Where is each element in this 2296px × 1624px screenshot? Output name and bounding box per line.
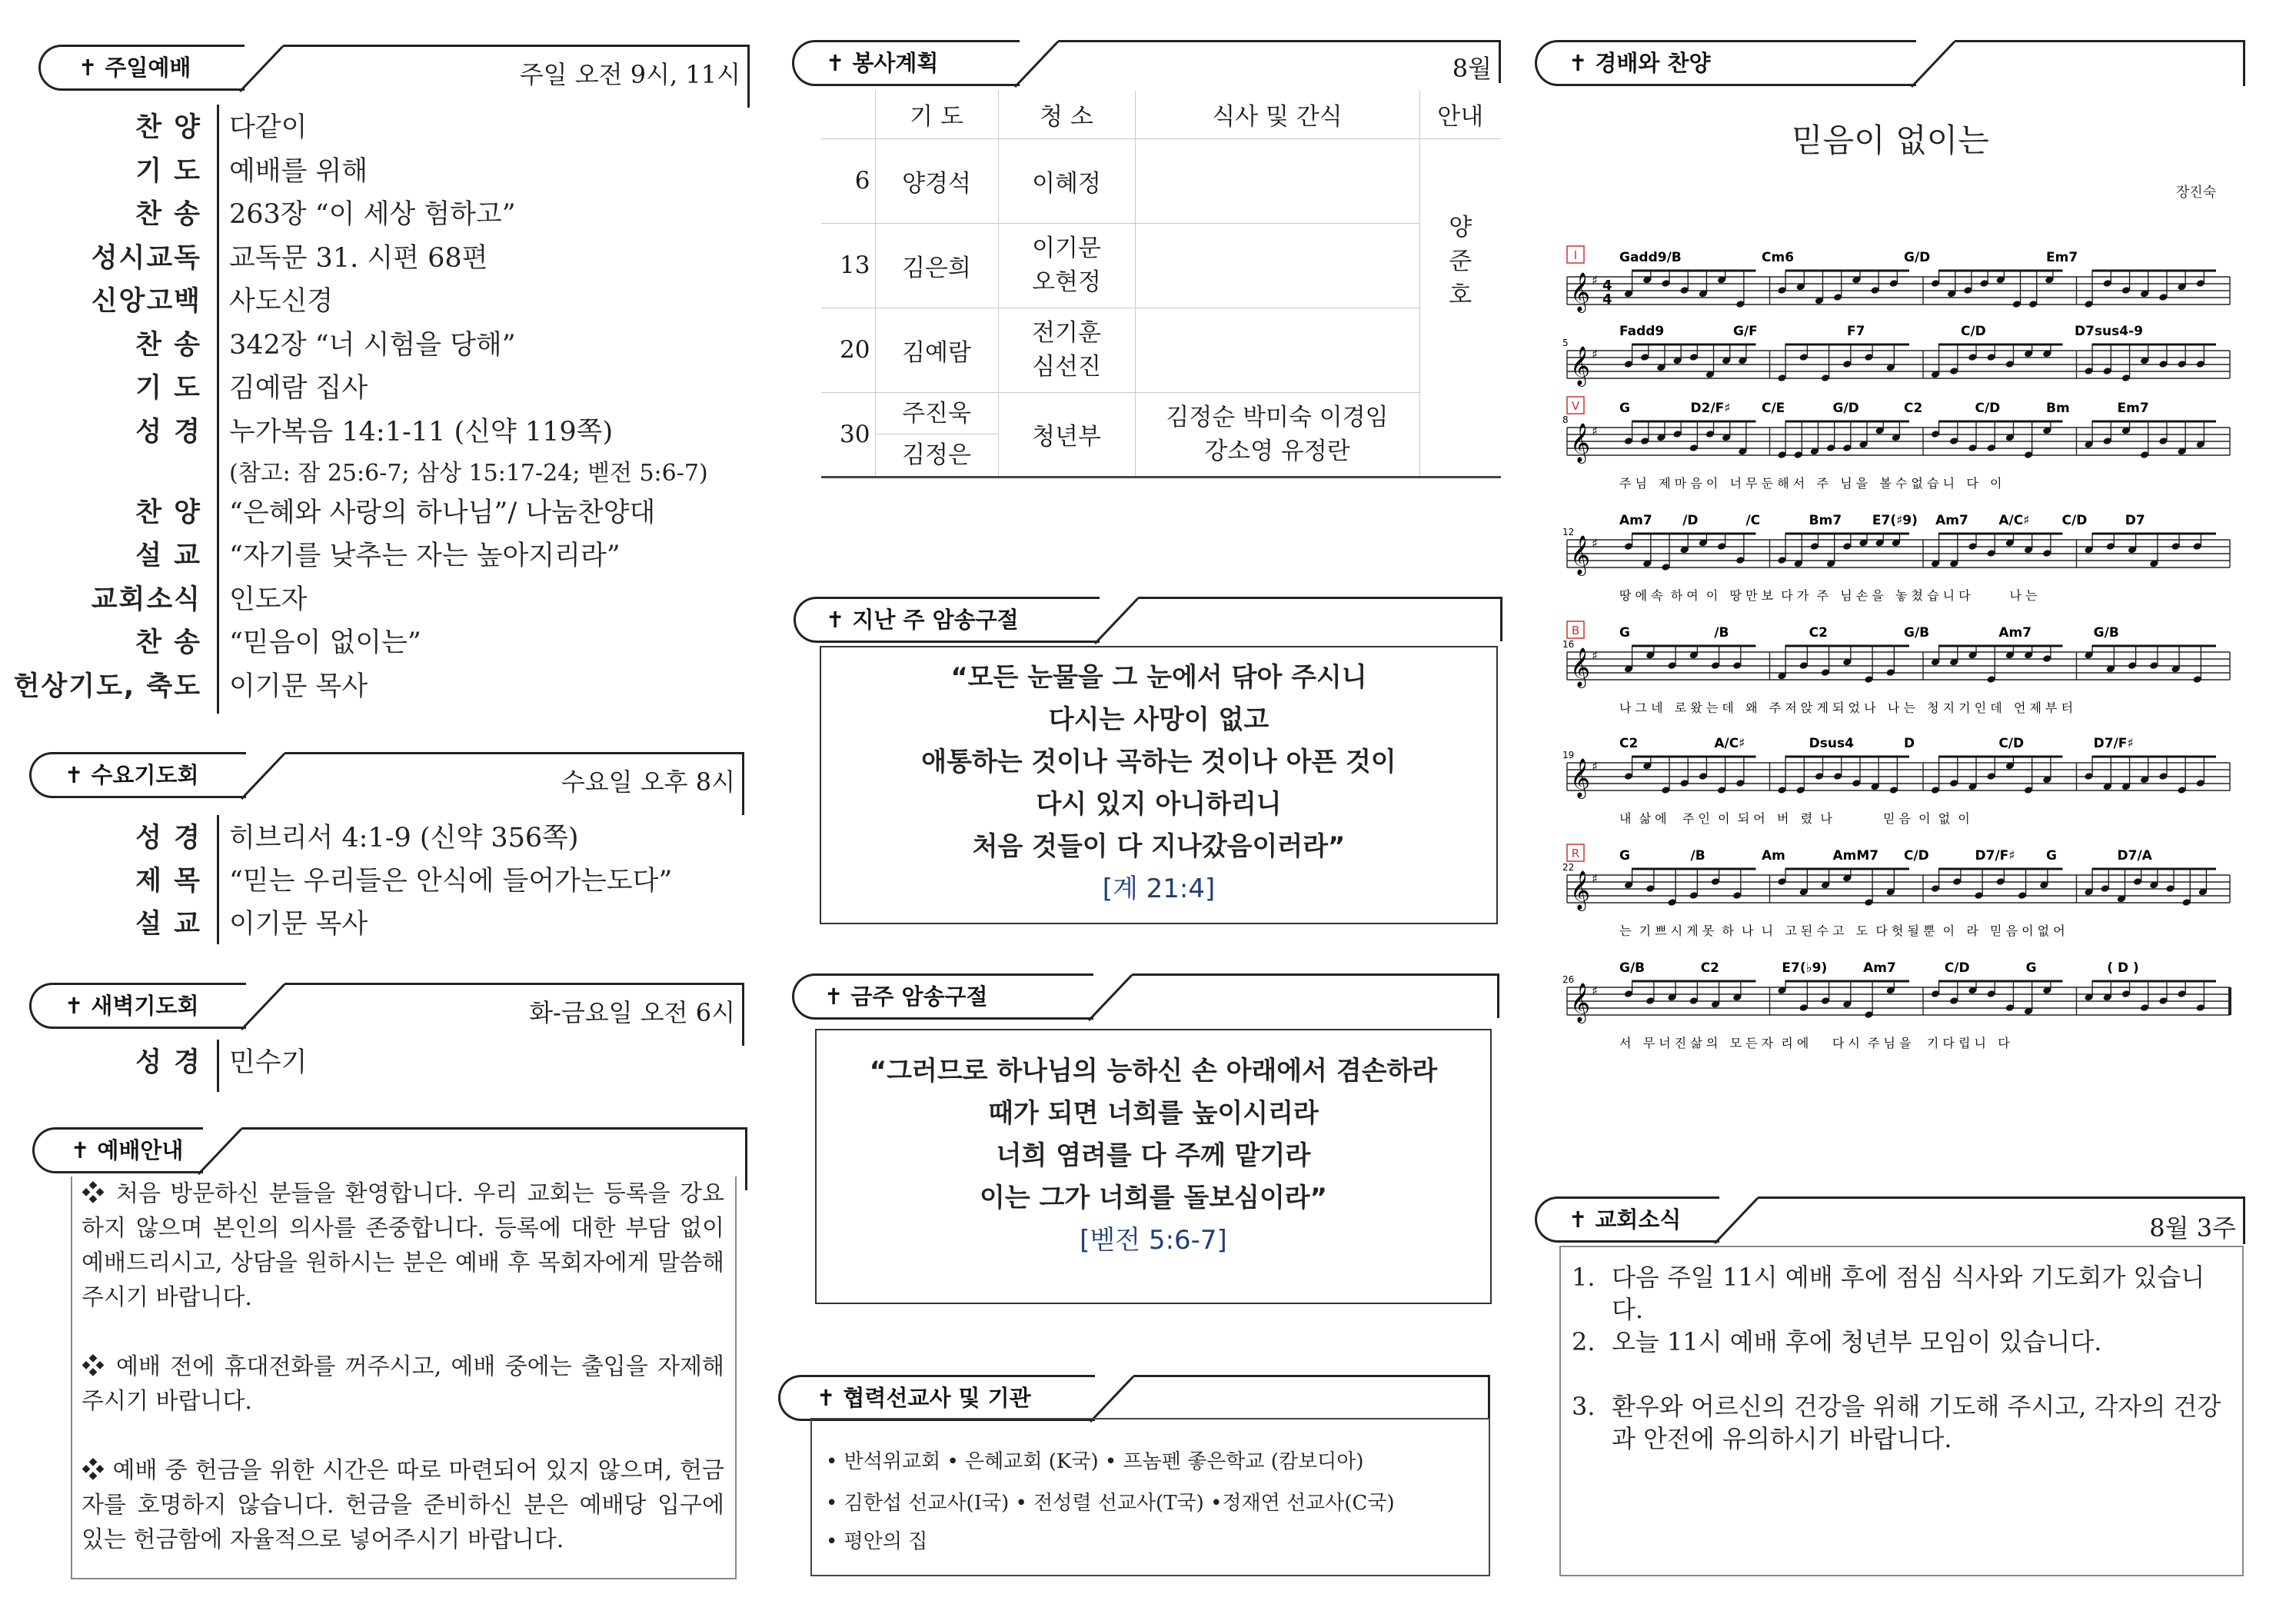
row-prayer: 김예람	[875, 308, 998, 392]
guide-person-cell	[1419, 138, 1501, 477]
row-prayer: 김정은	[902, 441, 971, 469]
verse-reference: [계 21:4]	[1102, 874, 1216, 904]
key-signature-icon: ♯	[1592, 536, 1598, 551]
order-value: 다같이	[229, 112, 308, 143]
row-cleaning: 청년부	[998, 392, 1135, 477]
row-meal	[1135, 138, 1419, 223]
order-label: 기 도	[135, 373, 201, 404]
key-signature-icon: ♯	[1592, 424, 1598, 438]
guide-paragraph: ❖ 예배 중 헌금을 위한 시간은 따로 마련되어 있지 않으며, 헌금자를 호명하지 않습니다. 헌금을 준비하신 분은 예배당 입구에 있는 헌금함에 자율적으로 넣어주시기 바랍니다.	[82, 1457, 724, 1553]
wednesday-title: ✝ 수요기도회	[65, 762, 199, 788]
order-value: 누가복음 14:1-11 (신약 119쪽)	[229, 416, 614, 448]
verse-line: 너희 염려를 다 주께 맡기라	[996, 1140, 1311, 1171]
dawn-header	[29, 983, 744, 1032]
chord-symbol: E7(♭9)	[1782, 960, 1828, 976]
key-signature-icon: ♯	[1592, 759, 1598, 774]
this-verse-header	[792, 973, 1499, 1023]
verse-line: “그러므로 하나님의 능하신 손 아래에서 겸손하라	[869, 1056, 1438, 1087]
chord-symbol: C/D	[1975, 401, 2001, 416]
news-number: 3.	[1572, 1392, 1596, 1421]
chord-symbol: /C	[1745, 513, 1761, 528]
this-verse-box	[815, 1029, 1492, 1304]
service-header	[792, 40, 1501, 89]
guide-header	[32, 1127, 747, 1176]
order-value: 이기문 목사	[229, 671, 368, 702]
chord-symbol: D7	[2125, 513, 2145, 528]
chord-symbol: G	[1619, 401, 1630, 416]
news-number: 2.	[1572, 1327, 1596, 1356]
news-week: 8월 3주	[2149, 1213, 2236, 1243]
guide-person-char: 양	[1449, 213, 1472, 241]
chord-symbol: Am	[1762, 848, 1785, 864]
measure-number: 5	[1562, 338, 1569, 348]
service-table	[821, 91, 1501, 478]
order-label: 찬 양	[135, 497, 201, 528]
chord-symbol: G/B	[1619, 960, 1645, 976]
dawn-time: 화-금요일 오전 6시	[529, 998, 735, 1027]
measure-number: 16	[1562, 639, 1575, 650]
row-day: 20	[821, 308, 875, 392]
order-label: 성시교독	[91, 242, 201, 274]
missions-box	[810, 1418, 1490, 1576]
order-label: 성 경	[135, 1047, 201, 1078]
guide-title: ✝ 예배안내	[71, 1137, 184, 1163]
song-title: 믿음이 없이는	[1792, 121, 1989, 159]
guide-box	[71, 1176, 737, 1579]
chord-symbol: Am7	[1619, 513, 1652, 528]
chord-symbol: /B	[1690, 848, 1705, 864]
row-day: 13	[821, 223, 875, 308]
treble-clef-icon: 𝄞	[1570, 423, 1591, 462]
order-label: 찬 양	[135, 112, 201, 143]
chord-symbol: D7/F♯	[2093, 736, 2134, 751]
rehearsal-mark: R	[1571, 847, 1580, 860]
order-value: 예배를 위해	[229, 155, 368, 187]
chord-symbol: G	[1619, 625, 1630, 641]
order-label: 제 목	[135, 866, 201, 897]
header-cleaning: 청 소	[998, 91, 1135, 138]
measure-number: 26	[1562, 974, 1575, 985]
chord-symbol: Bm7	[1809, 513, 1842, 528]
order-label: 교회소식	[91, 584, 201, 615]
news-box	[1559, 1246, 2244, 1576]
chord-symbol: G/B	[2093, 625, 2119, 641]
wednesday-time: 수요일 오후 8시	[561, 767, 735, 797]
chord-symbol: Em7	[2046, 250, 2078, 265]
time-signature: 4	[1602, 291, 1612, 308]
measure-number: 12	[1562, 527, 1575, 537]
verse-line: 다시는 사망이 없고	[1048, 704, 1269, 735]
chord-symbol: Am7	[1863, 960, 1896, 976]
lyric-line: 주 님 제 마 음 이 너 무 둔 해 서 주 님 을 볼 수 없 습 니 다 이	[1619, 476, 2002, 491]
rehearsal-mark: I	[1573, 248, 1578, 262]
header-prayer: 기 도	[875, 91, 998, 138]
chord-symbol: ( D )	[2107, 960, 2139, 976]
chord-symbol: C/D	[1998, 736, 2025, 751]
treble-clef-icon: 𝄞	[1570, 535, 1591, 574]
song-composer: 장진숙	[2176, 185, 2217, 201]
chord-symbol: AmM7	[1832, 848, 1879, 864]
order-value: 김예람 집사	[229, 373, 368, 404]
treble-clef-icon: 𝄞	[1570, 346, 1591, 385]
missions-line: • 반석위교회 • 은혜교회 (K국) • 프놈펜 좋은학교 (캄보디아)	[826, 1450, 1364, 1473]
chord-symbol: G	[2046, 848, 2057, 864]
chord-symbol: Cm6	[1762, 250, 1795, 265]
measure-number: 19	[1562, 750, 1575, 760]
rehearsal-mark: B	[1571, 624, 1580, 637]
order-label: 성 경	[135, 823, 201, 854]
sheet-music	[1561, 208, 2238, 1061]
chord-symbol: C2	[1904, 401, 1923, 416]
missions-title: ✝ 협력선교사 및 기관	[817, 1385, 1031, 1411]
chord-symbol: G	[2025, 960, 2037, 976]
row-meal	[1135, 223, 1419, 308]
row-prayer: 양경석	[875, 138, 998, 223]
chord-symbol: C/D	[1944, 960, 1970, 976]
order-value: 263장 “이 세상 험하고”	[229, 199, 516, 230]
key-signature-icon: ♯	[1592, 871, 1598, 886]
header-meal: 식사 및 간식	[1135, 91, 1419, 138]
chord-symbol: A/C♯	[1998, 513, 2030, 528]
order-value: “자기를 낮추는 자는 높아지리라”	[229, 541, 621, 571]
row-cleaning: 전기훈 심선진	[998, 308, 1135, 392]
chord-symbol: G	[1619, 848, 1630, 864]
order-label: 기 도	[135, 155, 201, 187]
chord-symbol: D7/A	[2117, 848, 2152, 864]
order-value: 민수기	[229, 1047, 308, 1078]
order-label: 찬 송	[135, 627, 201, 658]
chord-symbol: D7sus4-9	[2075, 324, 2143, 339]
measure-number: 22	[1562, 862, 1575, 873]
row-cleaning: 이혜정	[998, 138, 1135, 223]
order-label: 설 교	[135, 541, 201, 571]
chord-symbol: Em7	[2117, 401, 2149, 416]
music-system	[1562, 324, 2230, 387]
lyric-line: 서 무 너 진 삶 의 모 든 자 리 에 다 시 주 님 을 기 다 립 니 다	[1619, 1036, 2010, 1050]
treble-clef-icon: 𝄞	[1570, 272, 1591, 311]
chord-symbol: C/D	[2061, 513, 2088, 528]
order-value: 히브리서 4:1-9 (신약 356쪽)	[229, 823, 579, 854]
service-title: ✝ 봉사계획	[826, 50, 939, 76]
chord-symbol: D	[1904, 736, 1915, 751]
chord-symbol: G/D	[1904, 250, 1931, 265]
chord-symbol: Bm	[2046, 401, 2070, 416]
guide-person-char: 호	[1449, 281, 1472, 309]
worship-header	[1535, 40, 2245, 89]
chord-symbol: D7/F♯	[1975, 848, 2015, 864]
rehearsal-mark: V	[1571, 399, 1580, 413]
key-signature-icon: ♯	[1592, 648, 1598, 663]
treble-clef-icon: 𝄞	[1570, 758, 1591, 797]
music-system	[1562, 736, 2230, 826]
guide-paragraph: ❖ 처음 방문하신 분들을 환영합니다. 우리 교회는 등록을 강요하지 않으며 본인의 의사를 존중합니다. 등록에 대한 부담 없이 예배드리시고, 상담을 원하시는 분은 예배 후 목회자에게 말씀해 주시기 바랍니다.	[82, 1180, 724, 1311]
order-label: 찬 송	[135, 199, 201, 230]
header-guide: 안내	[1419, 91, 1501, 138]
news-number: 1.	[1572, 1263, 1596, 1292]
music-system	[1562, 844, 2230, 938]
lyric-line: 땅 에 속 하 여 이 땅 만 보 다 가 주 님 손 을 놓 쳤 습 니 다 나 는	[1619, 588, 2038, 603]
chord-symbol: /B	[1714, 625, 1729, 641]
news-title: ✝ 교회소식	[1569, 1206, 1682, 1233]
missions-line: • 김한섭 선교사(I국) • 전성렬 선교사(T국) •정재연 선교사(C국)	[826, 1492, 1395, 1515]
key-signature-icon: ♯	[1592, 273, 1598, 288]
service-month: 8월	[1452, 54, 1492, 83]
sunday-title: ✝ 주일예배	[78, 55, 191, 81]
verse-line: 때가 되면 너희를 높이시리라	[988, 1098, 1319, 1129]
order-value: (참고: 잠 25:6-7; 삼상 15:17-24; 벧전 5:6-7)	[229, 460, 708, 487]
this-verse-title: ✝ 금주 암송구절	[824, 983, 988, 1010]
verse-line: 다시 있지 아니하리니	[1036, 789, 1282, 820]
chord-symbol: Dsus4	[1809, 736, 1854, 751]
chord-symbol: C/E	[1762, 401, 1785, 416]
chord-symbol: Am7	[1935, 513, 1968, 528]
news-text: 환우와 어르신의 건강을 위해 기도해 주시고, 각자의 건강과 안전에 유의하시기 바랍니다.	[1612, 1392, 2221, 1453]
order-label: 신앙고백	[91, 286, 201, 317]
chord-symbol: C2	[1619, 736, 1639, 751]
row-day: 30	[821, 392, 875, 477]
order-value: 342장 “너 시험을 당해”	[229, 329, 516, 361]
chord-symbol: A/C♯	[1714, 736, 1745, 751]
order-label: 찬 송	[135, 329, 201, 361]
chord-symbol: C2	[1700, 960, 1720, 976]
sunday-header	[38, 45, 750, 94]
verse-line: “모든 눈물을 그 눈에서 닦아 주시니	[950, 662, 1367, 693]
row-meal: 김정순 박미숙 이경임 강소영 유정란	[1135, 392, 1419, 477]
order-value: 교독문 31. 시편 68편	[229, 242, 488, 274]
chord-symbol: C2	[1809, 625, 1828, 641]
order-value: 사도신경	[229, 286, 334, 317]
treble-clef-icon: 𝄞	[1570, 983, 1591, 1022]
order-value: “믿음이 없이는”	[229, 627, 421, 658]
order-label: 성 경	[135, 416, 201, 448]
measure-number: 8	[1562, 414, 1569, 425]
order-label: 설 교	[135, 909, 201, 940]
treble-clef-icon: 𝄞	[1570, 870, 1591, 910]
last-verse-title: ✝ 지난 주 암송구절	[826, 607, 1019, 633]
lyric-line: 내 삶 에 주 인 이 되 어 버 렸 나 믿 음 이 없 이	[1619, 811, 1970, 826]
news-header	[1535, 1196, 2245, 1246]
chord-symbol: F7	[1847, 324, 1865, 339]
news-text: 오늘 11시 예배 후에 청년부 모임이 있습니다.	[1612, 1327, 2102, 1356]
chord-symbol: Am7	[1998, 625, 2032, 641]
lyric-line: 는 기 쁘 시 게 못 하 나 니 고 된 수 고 도 다 헛 될 뿐 이 라 믿 음 이 없 어	[1619, 923, 2065, 938]
news-text: 다음 주일 11시 예배 후에 점심 식사와 기도회가 있습니다.	[1612, 1263, 2205, 1324]
missions-header	[778, 1375, 1490, 1424]
time-signature: 4	[1602, 278, 1612, 294]
music-system	[1562, 960, 2230, 1050]
row-cleaning: 이기문 오현정	[998, 223, 1135, 308]
key-signature-icon: ♯	[1592, 983, 1598, 998]
verse-line: 애통하는 것이나 곡하는 것이나 아픈 것이	[921, 747, 1396, 777]
chord-symbol: D2/F♯	[1690, 401, 1731, 416]
chord-symbol: /D	[1682, 513, 1699, 528]
worship-title: ✝ 경배와 찬양	[1569, 50, 1711, 76]
verse-reference: [벧전 5:6-7]	[1080, 1225, 1227, 1256]
music-system	[1562, 621, 2230, 715]
chord-symbol: G/F	[1733, 324, 1758, 339]
dawn-title: ✝ 새벽기도회	[65, 993, 199, 1019]
order-value: “은혜와 사랑의 하나님”/ 나눔찬양대	[229, 497, 656, 528]
order-value: 인도자	[229, 584, 308, 615]
wednesday-header	[29, 752, 744, 801]
order-value: “믿는 우리들은 안식에 들어가는도다”	[229, 866, 673, 897]
lyric-line: 나 그 네 로 왔 는 데 왜 주 저 앉 게 되 었 나 나 는 청 지 기 인 데 언 제 부 터	[1619, 701, 2074, 715]
order-value: 이기문 목사	[229, 909, 368, 940]
treble-clef-icon: 𝄞	[1570, 647, 1591, 687]
missions-line: • 평안의 집	[826, 1530, 928, 1553]
verse-line: 처음 것들이 다 지나갔음이러라”	[972, 831, 1346, 862]
sunday-time: 주일 오전 9시, 11시	[519, 60, 740, 89]
chord-symbol: G/B	[1904, 625, 1930, 641]
music-system	[1562, 513, 2230, 603]
chord-symbol: G/D	[1832, 401, 1859, 416]
row-meal	[1135, 308, 1419, 392]
row-day: 6	[821, 138, 875, 223]
chord-symbol: Gadd9/B	[1619, 250, 1682, 265]
music-system	[1562, 397, 2230, 491]
verse-line: 이는 그가 너희를 돌보심이라”	[980, 1183, 1327, 1213]
music-system	[1567, 246, 2230, 313]
chord-symbol: Fadd9	[1619, 324, 1665, 339]
chord-symbol: C/D	[1961, 324, 1986, 339]
last-verse-header	[794, 597, 1502, 646]
last-verse-box	[820, 646, 1498, 924]
key-signature-icon: ♯	[1592, 347, 1598, 361]
row-prayer: 주진욱	[876, 393, 998, 434]
chord-symbol: C/D	[1904, 848, 1929, 864]
order-label: 헌상기도, 축도	[13, 671, 201, 702]
chord-symbol: E7(♯9)	[1872, 513, 1918, 528]
row-prayer-split	[875, 392, 998, 477]
row-prayer: 김은희	[875, 223, 998, 308]
guide-person-char: 준	[1449, 247, 1472, 275]
guide-paragraph: ❖ 예배 전에 휴대전화를 꺼주시고, 예배 중에는 출입을 자제해 주시기 바랍니다.	[82, 1353, 724, 1415]
